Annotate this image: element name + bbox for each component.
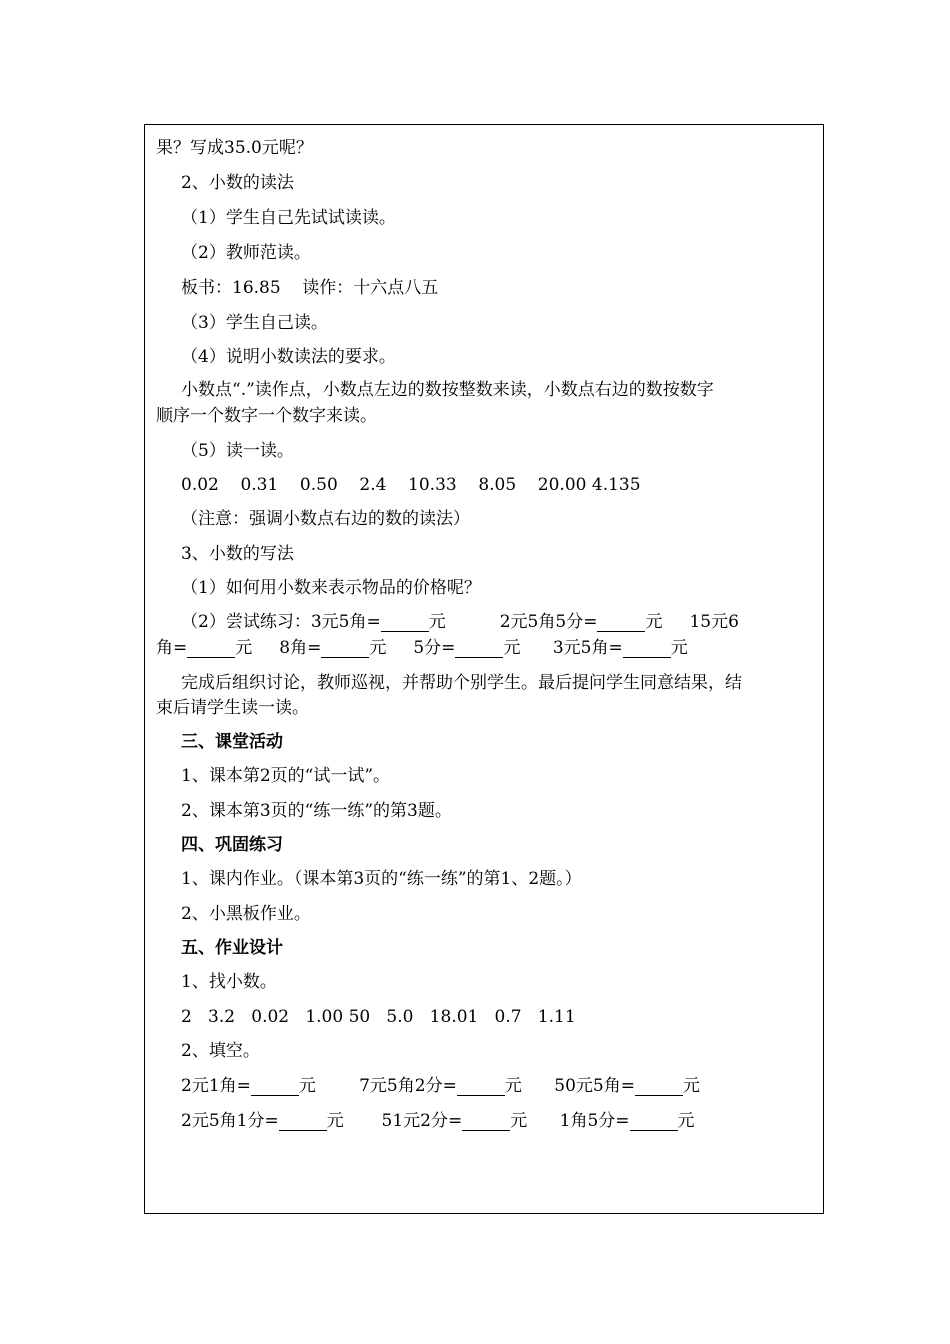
exercise-line [0, 1076, 950, 1096]
exercise-text: 元 51元2分= [326, 1111, 463, 1131]
exercise-text: 元 [677, 1111, 695, 1131]
exercise-text: 角= [156, 638, 188, 658]
exercise-text: 元 50元5角= [504, 1076, 635, 1096]
text-line: 顺序一个数字一个数字来读。 [156, 406, 377, 426]
text-line: 小数点“.”读作点，小数点左边的数按整数来读，小数点右边的数按数字 [181, 380, 714, 400]
text-line: （1）如何用小数来表示物品的价格呢？ [181, 578, 481, 598]
answer-blank[interactable] [630, 1112, 678, 1131]
section-heading: 四、巩固练习 [181, 835, 283, 855]
answer-blank[interactable] [381, 613, 429, 632]
section-heading: 五、作业设计 [181, 938, 283, 958]
answer-blank[interactable] [597, 613, 645, 632]
answer-blank[interactable] [457, 1077, 505, 1096]
answer-blank[interactable] [187, 639, 235, 658]
exercise-text: 元 15元6 [645, 612, 739, 632]
answer-blank[interactable] [321, 639, 369, 658]
section-heading: 3、小数的写法 [181, 544, 294, 564]
text-line: 1、找小数。 [181, 972, 277, 992]
exercise-text: 元 1角5分= [510, 1111, 630, 1131]
answer-blank[interactable] [455, 639, 503, 658]
text-line: 果？写成35.0元呢？ [156, 138, 313, 158]
exercise-line [0, 612, 950, 632]
text-line: 2、填空。 [181, 1041, 260, 1061]
text-line: （2）教师范读。 [181, 243, 311, 263]
exercise-text: 元 7元5角2分= [298, 1076, 457, 1096]
text-line: 1、课内作业。（课本第3页的“练一练”的第1、2题。） [181, 869, 582, 889]
text-line: 束后请学生读一读。 [156, 698, 309, 718]
text-line: （4）说明小数读法的要求。 [181, 347, 396, 367]
text-line: 板书：16.85 读作：十六点八五 [181, 278, 439, 298]
exercise-text: 元 3元5角= [503, 638, 623, 658]
exercise-text: 元 5分= [369, 638, 456, 658]
decimal-list: 0.02 0.31 0.50 2.4 10.33 8.05 20.00 4.135 [181, 475, 641, 495]
text-line: （注意：强调小数点右边的数的读法） [181, 509, 470, 529]
answer-blank[interactable] [279, 1112, 327, 1131]
exercise-text: 元 2元5角5分= [428, 612, 598, 632]
exercise-text: 元 8角= [235, 638, 322, 658]
exercise-text: 元 [682, 1076, 700, 1096]
exercise-text: 元 [670, 638, 688, 658]
answer-blank[interactable] [251, 1077, 299, 1096]
section-heading: 2、小数的读法 [181, 173, 294, 193]
answer-blank[interactable] [635, 1077, 683, 1096]
exercise-text: 2元1角= [181, 1076, 251, 1096]
exercise-text: 2元5角1分= [181, 1111, 279, 1131]
answer-blank[interactable] [623, 639, 671, 658]
text-line: （3）学生自己读。 [181, 313, 328, 333]
section-heading: 三、课堂活动 [181, 732, 283, 752]
answer-blank[interactable] [462, 1112, 510, 1131]
number-list: 2 3.2 0.02 1.00 50 5.0 18.01 0.7 1.11 [181, 1007, 576, 1027]
exercise-line [0, 1111, 950, 1131]
text-line: （1）学生自己先试试读读。 [181, 208, 396, 228]
text-line: 1、课本第2页的“试一试”。 [181, 766, 391, 786]
text-line: 完成后组织讨论，教师巡视，并帮助个别学生。最后提问学生同意结果，结 [181, 673, 742, 693]
exercise-line [0, 638, 950, 658]
text-line: 2、小黑板作业。 [181, 904, 311, 924]
text-line: （5）读一读。 [181, 441, 294, 461]
text-line: 2、课本第3页的“练一练”的第3题。 [181, 801, 452, 821]
exercise-text: （2）尝试练习：3元5角= [181, 612, 381, 632]
